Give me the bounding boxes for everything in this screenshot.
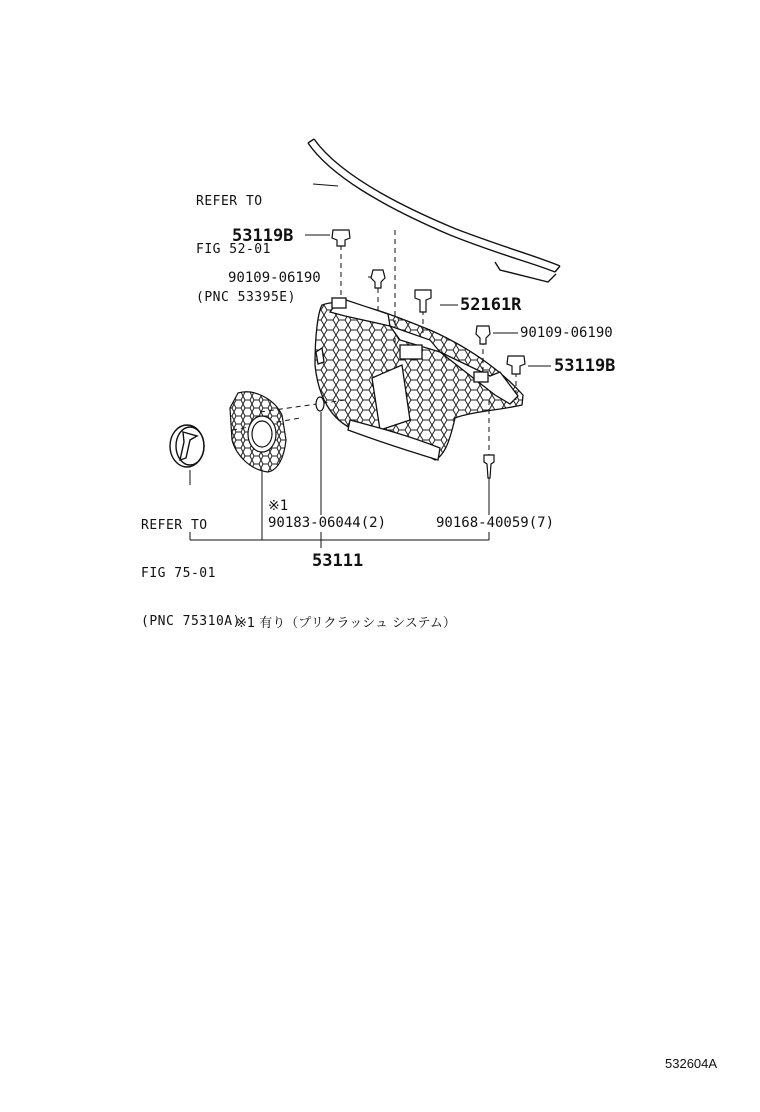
part-label-53119b-left: 53119B <box>232 226 294 246</box>
part-label-52161r: 52161R <box>460 295 522 315</box>
hood-molding <box>308 139 560 282</box>
emblem-bracket <box>230 392 286 472</box>
assembly-label-53111: 53111 <box>312 551 364 571</box>
radiator-grille <box>315 298 523 460</box>
emblem-ref-line-2: FIG 75-01 <box>141 566 216 581</box>
part-label-90183: 90183-06044(2) <box>268 515 387 531</box>
molding-ref-line-2: FIG 52-01 <box>196 242 271 257</box>
part-label-90109-right: 90109-06190 <box>520 325 613 341</box>
part-label-90168: 90168-40059(7) <box>436 515 555 531</box>
molding-ref-line-1: REFER TO <box>196 194 263 209</box>
emblem-reference <box>141 486 241 646</box>
washer <box>316 397 324 411</box>
footnote: ※1 有り（プリクラッシュ システム） <box>236 616 456 631</box>
emblem-ref-line-1: REFER TO <box>141 518 208 533</box>
molding-ref-line-3: (PNC 53395E) <box>196 290 296 305</box>
figure-id: 532604A <box>665 1056 718 1071</box>
part-label-53119b-right: 53119B <box>554 356 616 376</box>
emblem-ref-line-3: (PNC 75310A) <box>141 614 241 629</box>
note-mark: ※1 <box>268 498 289 514</box>
part-label-90109-left: 90109-06190 <box>228 270 321 286</box>
emblem <box>170 425 204 467</box>
